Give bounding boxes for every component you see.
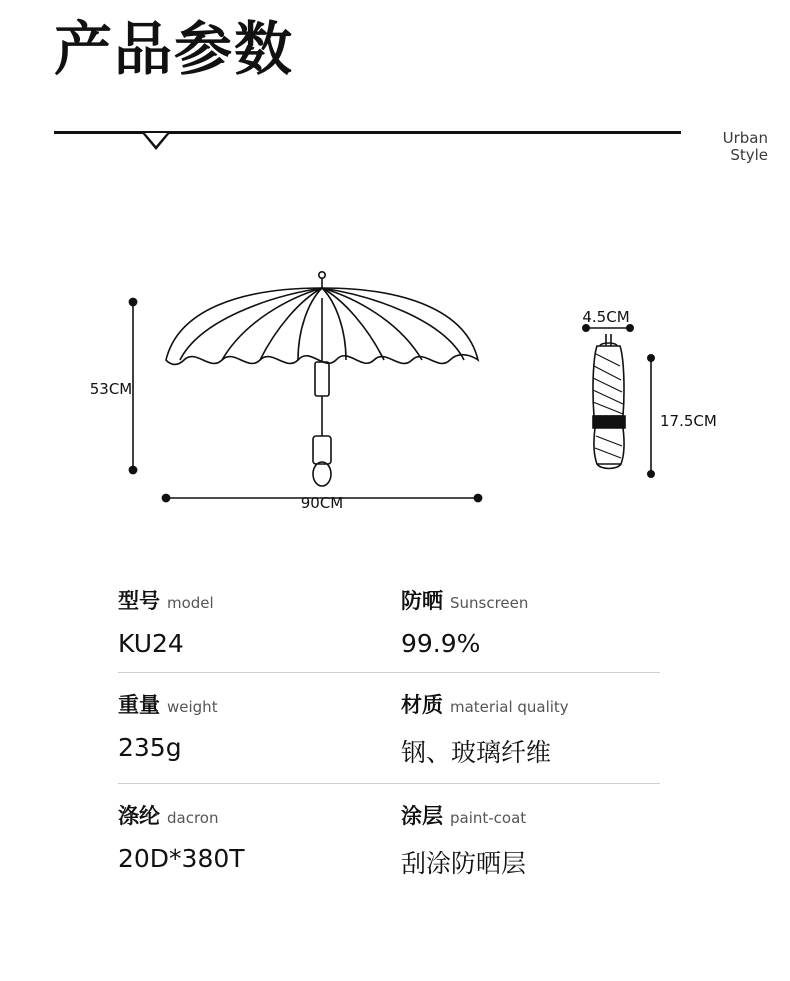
open-umbrella-width-label: 90CM — [300, 494, 344, 512]
spec-label-cn: 防晒 — [401, 589, 443, 613]
open-umbrella-icon — [166, 272, 478, 486]
table-row — [118, 585, 660, 673]
brand-tag — [723, 130, 768, 165]
spec-head — [401, 689, 660, 719]
divider-notch-inner-icon — [145, 133, 167, 146]
spec-cell-sunscreen — [389, 585, 660, 658]
spec-head — [118, 585, 389, 615]
spec-label-cn: 重量 — [118, 693, 160, 717]
spec-label-en: dacron — [167, 809, 219, 827]
spec-value: 刮涂防晒层 — [401, 849, 527, 878]
product-dimension-diagram — [0, 250, 790, 550]
spec-label-en: model — [167, 594, 214, 612]
spec-head — [118, 800, 389, 830]
open-umbrella-height-label: 53CM — [89, 380, 133, 398]
spec-cell-weight — [118, 689, 389, 769]
spec-value: 钢、玻璃纤维 — [401, 738, 552, 767]
spec-value: KU24 — [118, 629, 184, 658]
spec-head — [401, 800, 660, 830]
folded-umbrella-width-label: 4.5CM — [582, 308, 630, 326]
spec-table — [118, 585, 660, 910]
spec-label-cn: 涂层 — [401, 804, 443, 828]
spec-label-en: material quality — [450, 698, 569, 716]
spec-label-en: weight — [167, 698, 218, 716]
section-divider — [54, 131, 681, 155]
folded-umbrella-height-dimension — [648, 355, 654, 477]
brand-line-2: Style — [730, 146, 768, 165]
brand-line-1: Urban — [722, 129, 768, 147]
spec-label-cn: 涤纶 — [118, 804, 160, 828]
table-row — [118, 689, 660, 784]
page-title: 产品参数 — [54, 15, 295, 83]
folded-umbrella-icon — [593, 334, 625, 469]
spec-value: 235g — [118, 733, 182, 762]
spec-cell-dacron — [118, 800, 389, 880]
spec-label-en: paint-coat — [450, 809, 527, 827]
spec-head — [118, 689, 389, 719]
spec-label-en: Sunscreen — [450, 594, 529, 612]
spec-value: 99.9% — [401, 629, 481, 658]
folded-umbrella-height-label: 17.5CM — [660, 412, 717, 430]
spec-value: 20D*380T — [118, 844, 245, 873]
spec-label-cn: 材质 — [401, 693, 443, 717]
spec-cell-coating — [389, 800, 660, 880]
spec-cell-model — [118, 585, 389, 658]
spec-head — [401, 585, 660, 615]
spec-label-cn: 型号 — [118, 589, 160, 613]
table-row — [118, 800, 660, 894]
spec-cell-material — [389, 689, 660, 769]
